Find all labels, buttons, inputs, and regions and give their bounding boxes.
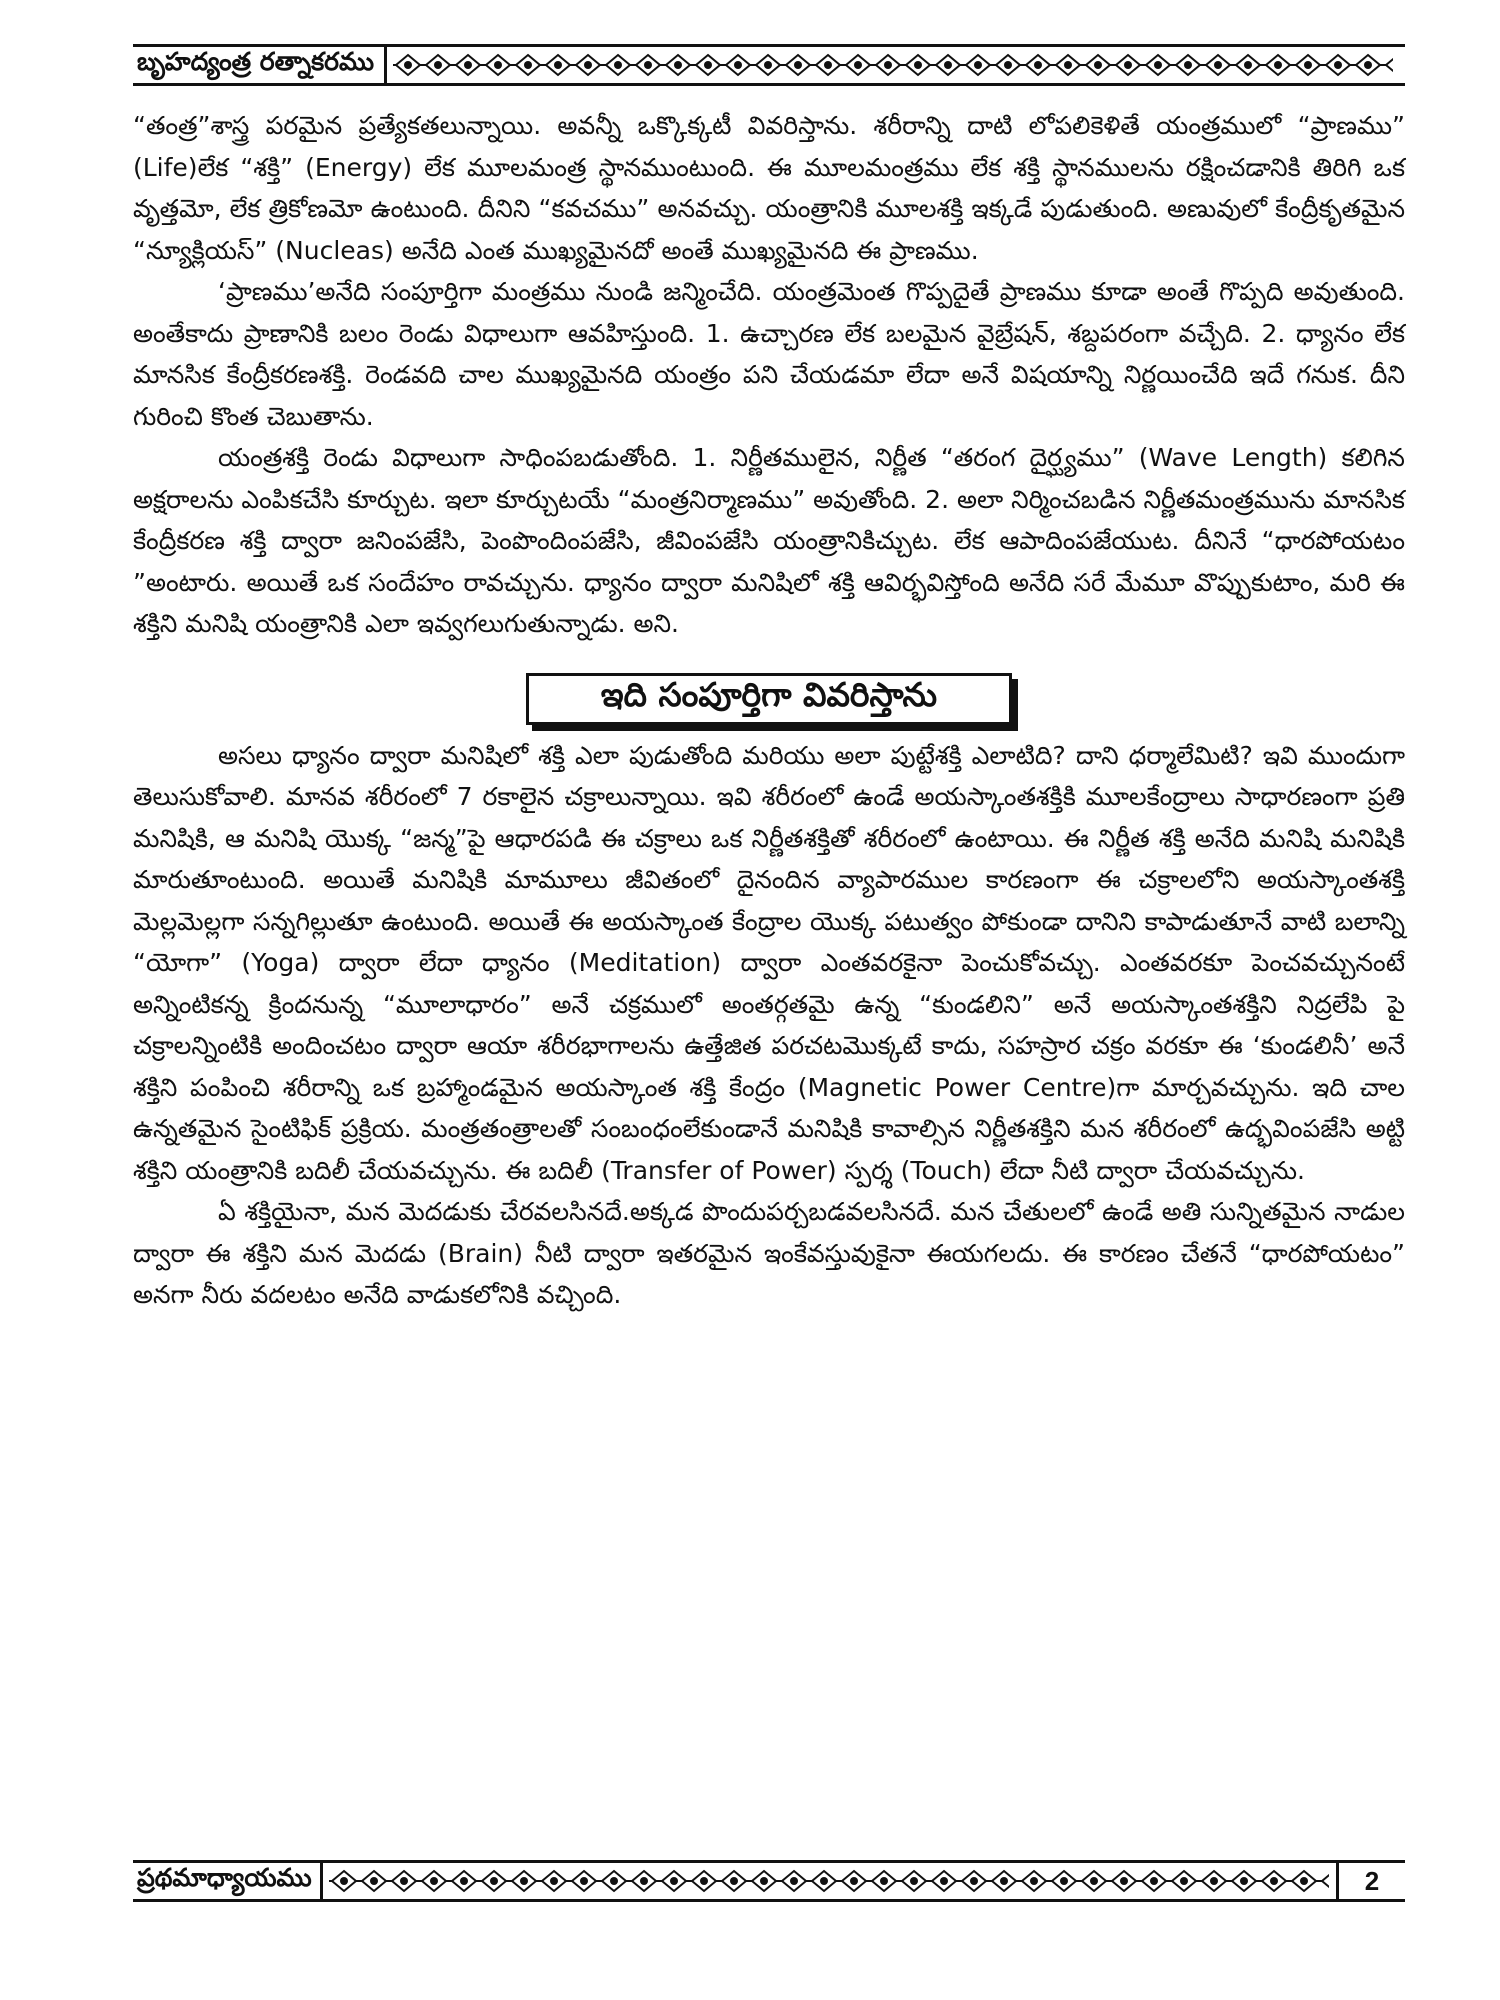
page-footer (133, 1860, 1405, 1902)
page-number: 2 (1336, 1863, 1405, 1899)
page-header (133, 44, 1405, 86)
page-body (133, 105, 1405, 1316)
ornament-pattern-icon (393, 53, 1393, 77)
paragraph-4: అసలు ధ్యానం ద్వారా మనిషిలో శక్తి ఎలా పుడుతోంది మరియు అలా పుట్టేశక్తి ఎలాటిది? దాని ధర్మాలేమిటి? ఇవి ముందుగా తెలుసుకోవాలి. మానవ శరీరంలో 7 రకాలైన చక్రాలున్నాయి. ఇవి శరీరంలో ఉండే అయస్కాంతశక్తికి మూలకేంద్రాలు సాధారణంగా ప్రతి మనిషికి, ఆ మనిషి యొక్క “జన్మ”పై ఆధారపడి ఈ చక్రాలు ఒక నిర్ణీతశక్తితో శరీరంలో ఉంటాయి. ఈ నిర్ణీత శక్తి అనేది మనిషి మనిషికి మారుతూంటుంది. అయితే మనిషికి మామూలు జీవితంలో దైనందిన వ్యాపారముల కారణంగా ఈ చక్రాలలోని అయస్కాంతశక్తి మెల్లమెల్లగా సన్నగిల్లుతూ ఉంటుంది. అయితే ఈ అయస్కాంత కేంద్రాల యొక్క పటుత్వం పోకుండా దానిని కాపాడుతూనే వాటి బలాన్ని “యోగా” (Yoga) ద్వారా లేదా ధ్యానం (Meditation) ద్వారా ఎంతవరకైనా పెంచుకోవచ్చు. ఎంతవరకూ పెంచవచ్చునంటే అన్నింటికన్న క్రిందనున్న “మూలాధారం” అనే చక్రములో అంతర్గతమై ఉన్న “కుండలిని” అనే అయస్కాంతశక్తిని నిద్రలేపి పై చక్రాలన్నింటికి అందించటం ద్వారా ఆయా శరీరభాగాలను ఉత్తేజిత పరచటమొక్కటే కాదు, సహస్రార చక్రం వరకూ ఈ ‘కుండలినీ’ అనే శక్తిని పంపించి శరీరాన్ని ఒక బ్రహ్మాండమైన అయస్కాంత శక్తి కేంద్రం (Magnetic Power Centre)గా మార్చవచ్చును. ఇది చాల ఉన్నతమైన సైంటిఫిక్ ప్రక్రియ. మంత్రతంత్రాలతో సంబంధంలేకుండానే మనిషికి కావాల్సిన నిర్ణీతశక్తిని మన శరీరంలో ఉద్భవింపజేసి అట్టి శక్తిని యంత్రానికి బదిలీ చేయవచ్చును. ఈ బదిలీ (Transfer of Power) స్పర్శ (Touch) లేదా నీటి ద్వారా చేయవచ్చును. (133, 740, 1405, 1185)
header-ornament-border (393, 53, 1399, 77)
section-heading: ఇది సంపూర్తిగా వివరిస్తాను (526, 673, 1012, 725)
paragraph-5: ఏ శక్తియైనా, మన మెదడుకు చేరవలసినదే.అక్కడ పొందుపర్చబడవలసినదే. మన చేతులలో ఉండే అతి సున్నితమైన నాడుల ద్వారా ఈ శక్తిని మన మెదడు (Brain) నీటి ద్వారా ఇతరమైన ఇంకేవస్తువుకైనా ఈయగలదు. ఈ కారణం చేతనే “ధారపోయటం” అనగా నీరు వదలటం అనేది వాడుకలోనికి వచ్చింది. (133, 1197, 1405, 1309)
paragraph-1: “తంత్ర”శాస్త్ర పరమైన ప్రత్యేకతలున్నాయి. అవన్నీ ఒక్కొక్కటీ వివరిస్తాను. శరీరాన్ని దాటి లోపలికెళితే యంత్రములో “ప్రాణము” (Life)లేక “శక్తి” (Energy) లేక మూలమంత్ర స్థానముంటుంది. ఈ మూలమంత్రము లేక శక్తి స్థానములను రక్షించడానికి తిరిగి ఒక వృత్తమో, లేక త్రికోణమో ఉంటుంది. దీనిని “కవచము” అనవచ్చు. యంత్రానికి మూలశక్తి ఇక్కడే పుడుతుంది. అణువులో కేంద్రీకృతమైన “న్యూక్లియస్” (Nucleas) అనేది ఎంత ముఖ్యమైనదో అంతే ముఖ్యమైనది ఈ ప్రాణము. (133, 111, 1406, 265)
ornament-pattern-icon (329, 1869, 1329, 1893)
paragraph-2: ‘ప్రాణము’అనేది సంపూర్తిగా మంత్రము నుండి జన్మించేది. యంత్రమెంత గొప్పదైతే ప్రాణము కూడా అంతే గొప్పది అవుతుంది. అంతేకాదు ప్రాణానికి బలం రెండు విధాలుగా ఆవహిస్తుంది. 1. ఉచ్చారణ లేక బలమైన వైబ్రేషన్, శబ్దపరంగా వచ్చేది. 2. ధ్యానం లేక మానసిక కేంద్రీకరణశక్తి. రెండవది చాల ముఖ్యమైనది యంత్రం పని చేయడమా లేదా అనే విషయాన్ని నిర్ణయించేది ఇదే గనుక. దీని గురించి కొంత చెబుతాను. (133, 277, 1405, 431)
footer-ornament-border (329, 1869, 1330, 1893)
chapter-title: ప్రథమాధ్యాయము (133, 1863, 323, 1899)
book-title: బృహద్యంత్ర రత్నాకరము (133, 47, 387, 83)
paragraph-3: యంత్రశక్తి రెండు విధాలుగా సాధింపబడుతోంది. 1. నిర్ణీతములైన, నిర్ణీత “తరంగ దైర్ఘ్యము” (Wave Length) కలిగిన అక్షరాలను ఎంపికచేసి కూర్చుట. ఇలా కూర్చుటయే “మంత్రనిర్మాణము” అవుతోంది. 2. అలా నిర్మించబడిన నిర్ణీతమంత్రమును మానసిక కేంద్రీకరణ శక్తి ద్వారా జనింపజేసి, పెంపొందింపజేసి, జీవింపజేసి యంత్రానికిచ్చుట. లేక ఆపాదింపజేయుట. దీనినే “ధారపోయటం ”అంటారు. అయితే ఒక సందేహం రావచ్చును. ధ్యానం ద్వారా మనిషిలో శక్తి ఆవిర్భవిస్తోంది అనేది సరే మేమూ వొప్పుకుటాం, మరి ఈ శక్తిని మనిషి యంత్రానికి ఎలా ఇవ్వగలుగుతున్నాడు. అని. (133, 443, 1405, 638)
